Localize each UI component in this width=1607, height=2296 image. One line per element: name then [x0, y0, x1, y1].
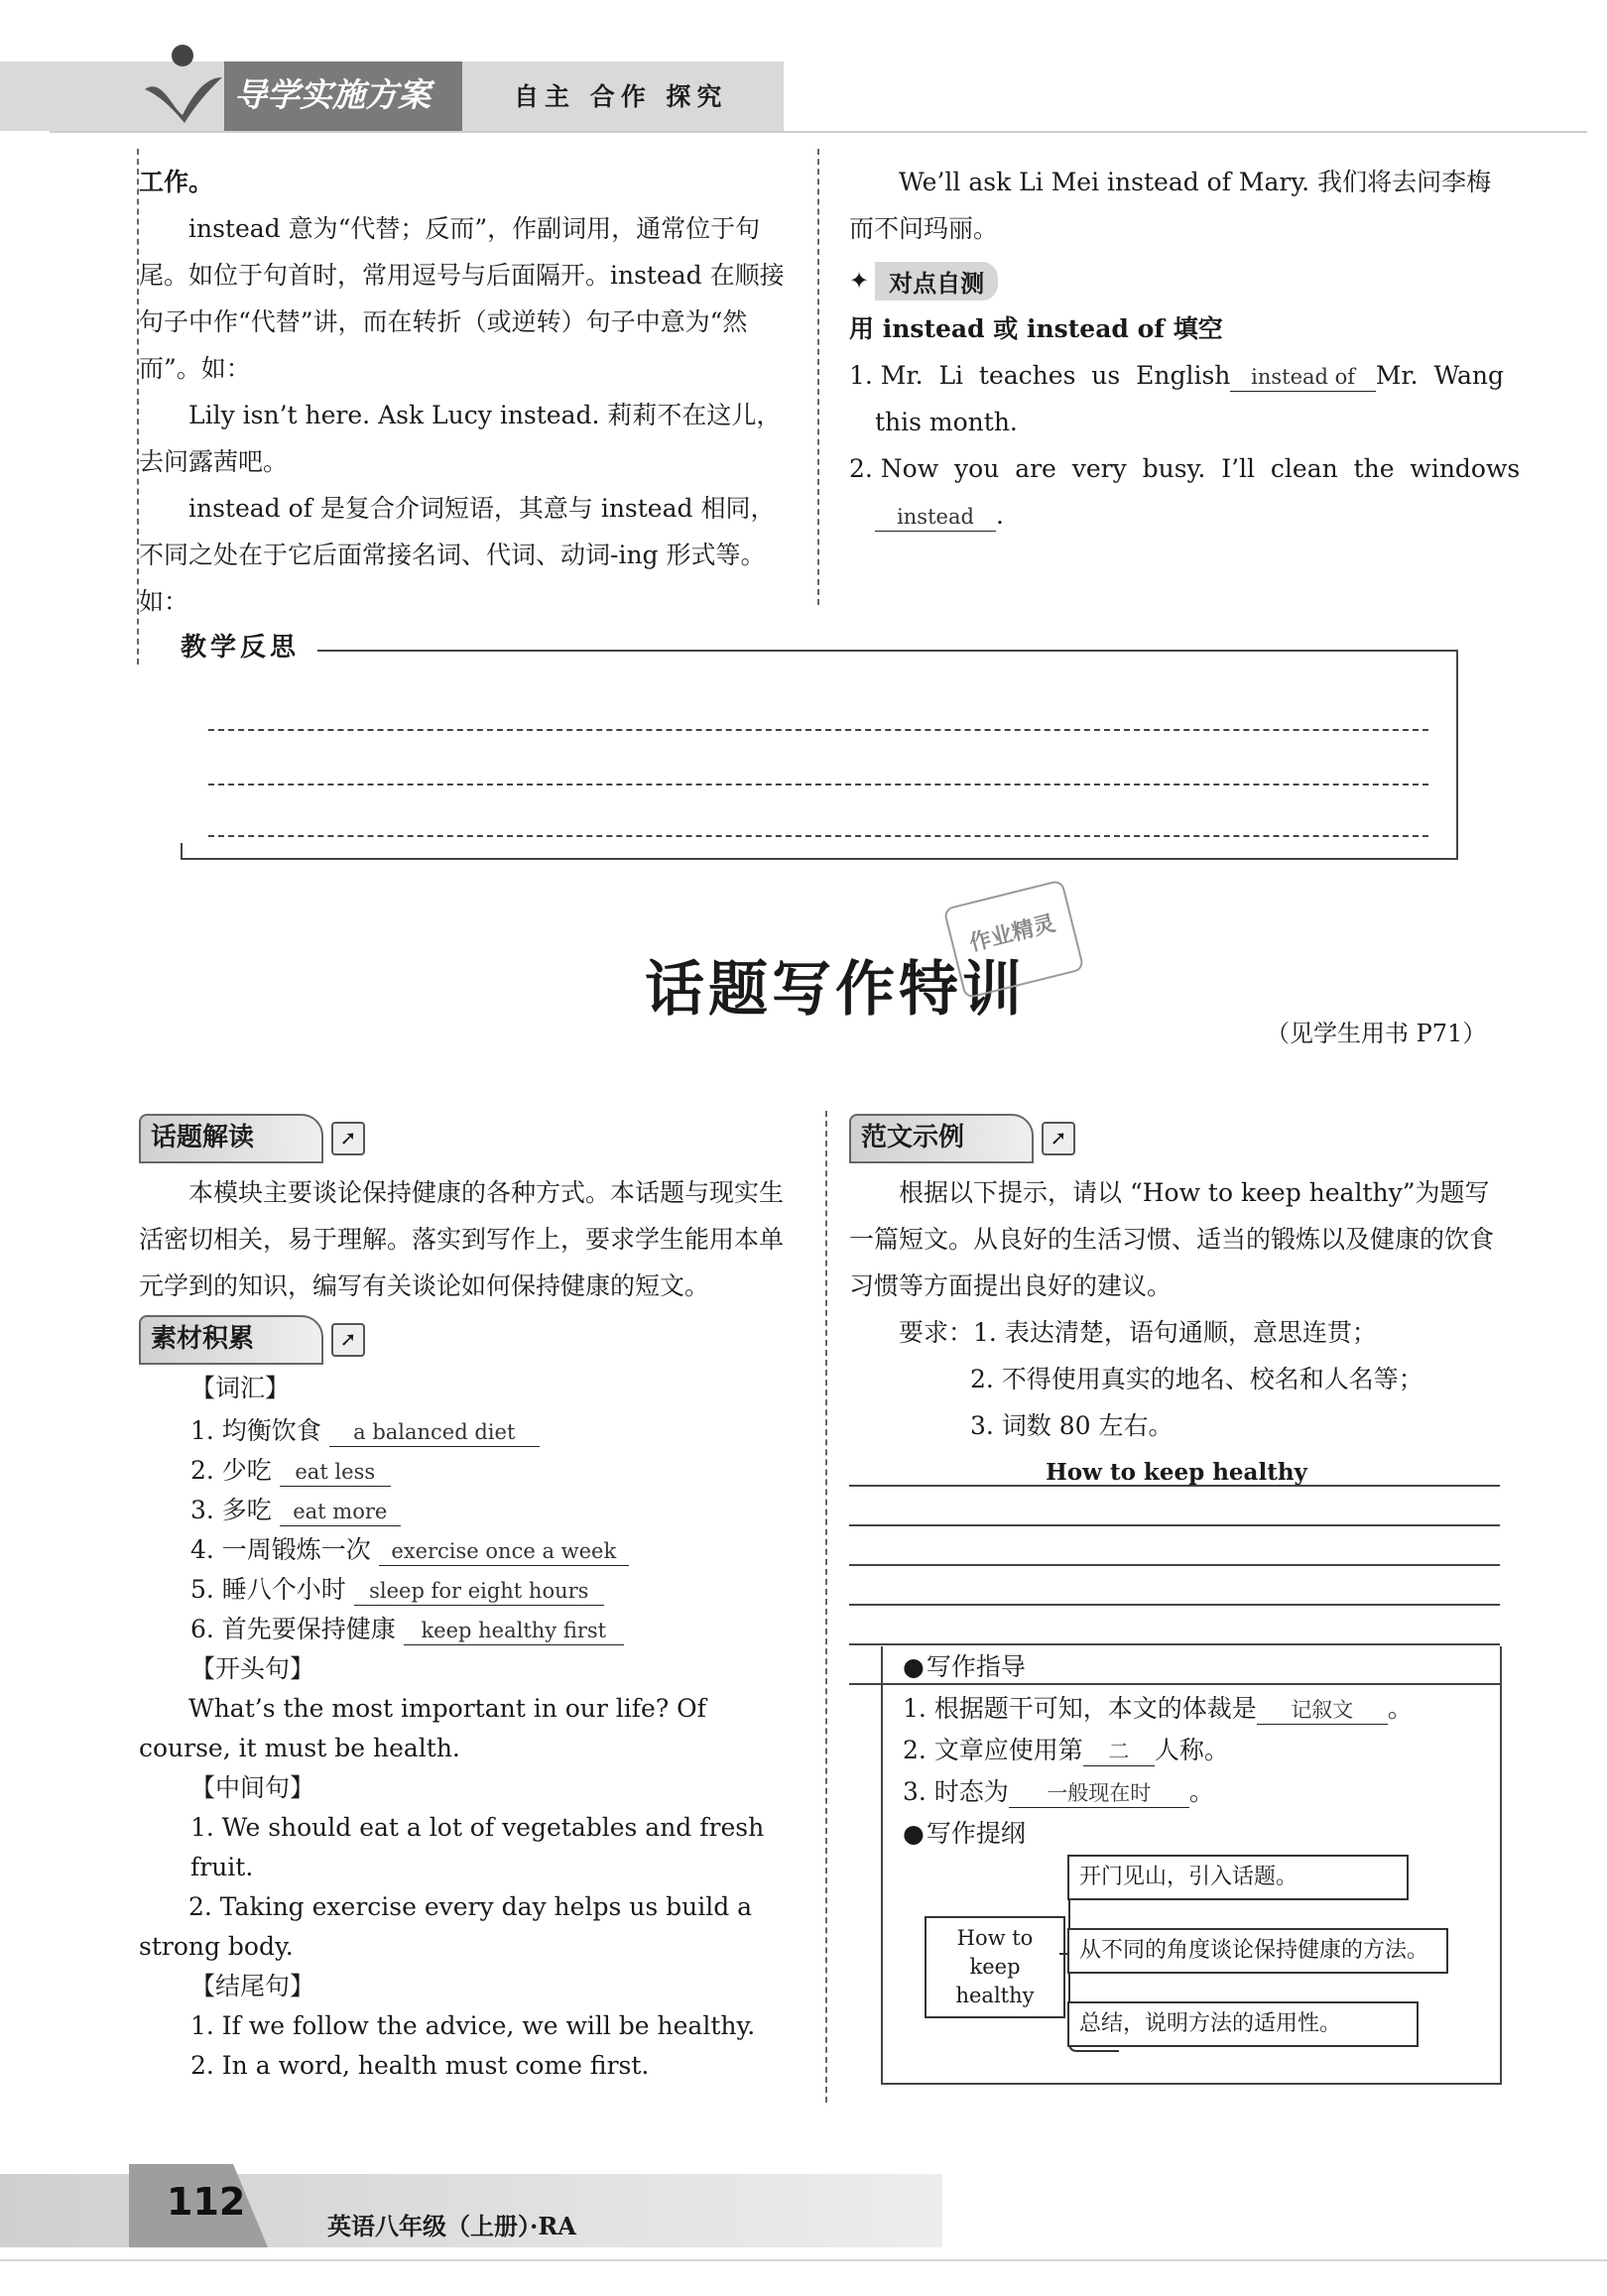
instead-example: Lily isn’t here. Ask Lucy instead. 莉莉不在这儿，去问露茜吧。 [139, 401, 782, 476]
vocab-item: 5. 睡八个小时 sleep for eight hours [190, 1570, 794, 1610]
vocab-item: 2. 少吃 eat less [190, 1451, 794, 1491]
question-2-continued [849, 492, 1504, 539]
writing-guide [903, 1646, 1498, 1855]
tense-answer[interactable]: 一般现在时 [1009, 1779, 1189, 1808]
stamp-text: 作业精灵 [966, 910, 1058, 957]
question-1-text-end: Mr. Wang [1375, 361, 1504, 390]
vocab-item: 3. 多吃 eat more [190, 1491, 794, 1530]
requirement-3: 3. 词数 80 左右。 [970, 1411, 1174, 1440]
sample-tab: 范文示例 [849, 1114, 1034, 1163]
essay-title: How to keep healthy [1046, 1459, 1307, 1486]
vocab-item: 4. 一周锻炼一次 exercise once a week [190, 1530, 794, 1570]
reflection-line-2 [208, 784, 1428, 785]
right-column-top [849, 159, 1521, 539]
logo-icon [137, 38, 226, 127]
outline-item-3: 总结，说明方法的适用性。 [1067, 2001, 1419, 2047]
reflection-line-1 [208, 729, 1428, 731]
exercise-instruction: 用 instead 或 instead of 填空 [849, 314, 1223, 343]
vocab-item: 1. 均衡饮食 a balanced diet [190, 1411, 794, 1451]
column-divider-bottom [825, 1111, 827, 2103]
arrow-icon: ➚ [1042, 1122, 1075, 1155]
continued-text: 工作。 [139, 168, 214, 196]
requirements: 要求：1. 表达清楚，语句通顺，意思连贯； [899, 1318, 1377, 1347]
topic-intro-tab: 话题解读 [139, 1114, 323, 1163]
topic-title: 话题写作特训 [645, 955, 1026, 1025]
header-divider [50, 131, 1587, 133]
requirement-2: 2. 不得使用真实的地名、校名和人名等； [970, 1365, 1423, 1393]
question-2: 2. Now you are very busy. I’ll clean the windows [849, 454, 1521, 483]
genre-answer[interactable]: 记叙文 [1257, 1696, 1388, 1725]
sample-section [849, 1114, 1504, 1496]
vocab-answer[interactable]: a balanced diet [329, 1418, 540, 1447]
reflection-top-line [317, 650, 1458, 652]
outline-item-2: 从不同的角度谈论保持健康的方法。 [1067, 1928, 1448, 1974]
opening-sentence: What’s the most important in our life? Of course, it must be health. [139, 1694, 706, 1762]
vocab-answer[interactable]: sleep for eight hours [354, 1577, 604, 1606]
vocab-answer[interactable]: keep healthy first [404, 1617, 624, 1645]
reflection-left-border [181, 843, 183, 859]
outline-title: ● 写作提纲 [903, 1813, 1498, 1855]
header-subtitle: 自主 合作 探究 [514, 82, 728, 111]
guide-title: ● 写作指导 [903, 1646, 1498, 1688]
vocab-label: 【词汇】 [190, 1374, 291, 1402]
instead-explanation: instead 意为“代替；反而”，作副词用，通常位于句尾。如位于句首时，常用逗号与后面隔开。instead 在顺接句子中作“代替”讲，而在转折（或逆转）句子中意为“然而”。如： [139, 214, 785, 383]
reflection-line-3 [208, 835, 1428, 837]
outline-root: How to keep healthy [925, 1916, 1065, 2018]
reflection-bottom-line [181, 858, 1458, 860]
person-answer[interactable]: 二 [1083, 1738, 1155, 1766]
writing-line-4[interactable] [849, 1604, 1500, 1606]
middle-sentence-2: 2. Taking exercise every day helps us build a strong body. [139, 1892, 753, 1961]
ending-sentence-1: 1. If we follow the advice, we will be healthy. [190, 2011, 756, 2040]
ending-sentence-2: 2. In a word, health must come first. [190, 2051, 650, 2080]
arrow-icon: ➚ [331, 1323, 365, 1357]
reflection-title: 教学反思 [181, 633, 301, 663]
arrow-icon: ➚ [331, 1122, 365, 1155]
middle-label: 【中间句】 [190, 1773, 315, 1802]
column-divider-top [817, 149, 819, 605]
footer-book-title: 英语八年级（上册）·RA [327, 2212, 576, 2240]
instead-of-example: We’ll ask Li Mei instead of Mary. 我们将去问李梅而不问玛丽。 [849, 168, 1492, 243]
guide-item-1: 1. 根据题干可知，本文的体裁是 记叙文 。 [903, 1694, 1413, 1723]
topic-intro-text: 本模块主要谈论保持健康的各种方式。本话题与现实生活密切相关，易于理解。落实到写作上，要求学生能用本单元学到的知识，编写有关谈论如何保持健康的短文。 [139, 1178, 785, 1300]
self-check-title: 对点自测 [875, 262, 998, 301]
vocab-answer[interactable]: eat more [280, 1498, 401, 1526]
question-2-period: . [996, 501, 1004, 530]
stamp-logo [942, 879, 1084, 999]
sample-prompt: 根据以下提示，请以 “How to keep healthy”为题写一篇短文。从良好的生活习惯、适当的锻炼以及健康的饮食习惯等方面提出良好的建议。 [849, 1178, 1495, 1300]
vocab-answer[interactable]: exercise once a week [379, 1537, 629, 1566]
question-1-continued: this month. [875, 408, 1018, 436]
self-check-heading [849, 260, 1504, 302]
question-1 [849, 352, 1504, 399]
question-1-text: 1. Mr. Li teaches us English [849, 361, 1231, 390]
guide-item-3: 3. 时态为 一般现在时 。 [903, 1777, 1214, 1806]
footer-line [0, 2259, 1607, 2261]
writing-line-2[interactable] [849, 1524, 1500, 1526]
left-column-top [139, 159, 794, 625]
topic-reference: （见学生用书 P71） [1266, 1020, 1487, 1047]
writing-line-5[interactable] [849, 1643, 1500, 1645]
opening-label: 【开头句】 [190, 1654, 315, 1683]
middle-sentence-1: 1. We should eat a lot of vegetables and fresh fruit. [190, 1813, 765, 1881]
guide-item-2: 2. 文章应使用第 二 人称。 [903, 1736, 1229, 1764]
question-1-answer[interactable]: instead of [1230, 363, 1375, 392]
reflection-tab [181, 627, 329, 676]
materials-tab: 素材积累 [139, 1315, 323, 1365]
vocab-item: 6. 首先要保持健康 keep healthy first [190, 1610, 794, 1649]
vocab-list [190, 1411, 794, 1649]
instead-of-explanation: instead of 是复合介词短语，其意与 instead 相同，不同之处在于它后面常接名词、代词、动词-ing 形式等。如： [139, 494, 776, 616]
reflection-right-border [1456, 650, 1458, 858]
sparkle-icon: ✦ [849, 267, 870, 295]
writing-line-3[interactable] [849, 1564, 1500, 1566]
topic-intro-section [139, 1114, 794, 2086]
ending-label: 【结尾句】 [190, 1972, 315, 2000]
vocab-answer[interactable]: eat less [280, 1458, 391, 1487]
outline-item-1: 开门见山，引入话题。 [1067, 1855, 1409, 1900]
header-title: 导学实施方案 [234, 75, 431, 114]
writing-line-1[interactable] [849, 1485, 1500, 1487]
page-number: 112 [167, 2180, 246, 2224]
question-2-answer[interactable]: instead [875, 503, 996, 532]
